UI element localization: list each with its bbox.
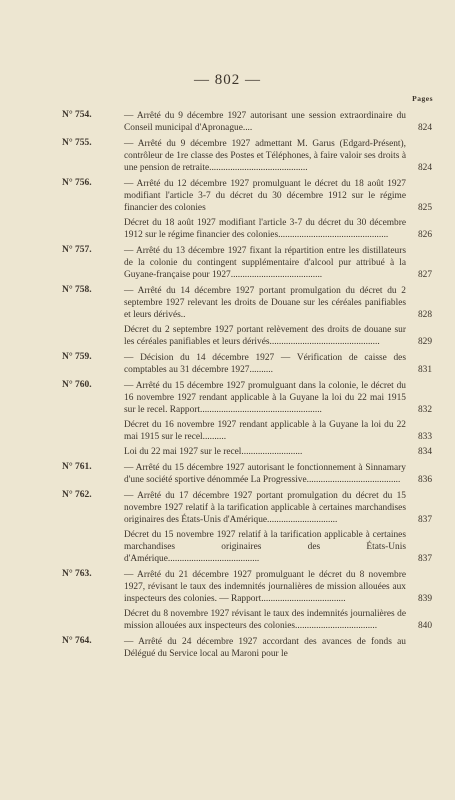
entry-body [124, 462, 432, 486]
entry-item [124, 217, 432, 241]
list-item [62, 352, 432, 376]
entry-text: Décret du 15 novembre 1927 relatif à la tarification applicable à certaines marchandises originaires des États-Unis d'Amérique....................................... [124, 530, 406, 564]
list-item [62, 462, 432, 486]
entry-item [124, 324, 432, 348]
entry-page-ref: 837 [417, 515, 432, 525]
entry-body [124, 380, 432, 458]
entry-number: N° 759. [62, 352, 92, 362]
entry-text: — Arrêté du 24 décembre 1927 accordant des avances de fonds au Délégué du Service local au Maroni pour le [124, 637, 406, 659]
entry-body [124, 490, 432, 565]
entry-number: N° 760. [62, 380, 92, 390]
entry-number: N° 761. [62, 462, 92, 472]
entry-text: Loi du 22 mai 1927 sur le recel.......................... [124, 447, 303, 457]
entry-page-ref: 825 [417, 203, 432, 213]
entry-item [124, 608, 432, 632]
entry-text: — Arrêté du 17 décembre 1927 portant promulgation du décret du 15 novembre 1927 relatif à la tarification applicable à certaines marchandises originaires des États-Unis d'Amérique.............................. [124, 491, 406, 525]
entry-page-ref: 824 [417, 123, 432, 133]
entry-text: — Arrêté du 12 décembre 1927 promulguant le décret du 18 août 1927 modifiant l'article 3-7 du décret du 30 décembre 1912 sur le régime financier des colonies [124, 179, 406, 213]
entry-item [124, 490, 432, 526]
entry-body [124, 352, 432, 376]
entry-item [124, 569, 432, 605]
entry-text: — Arrêté du 9 décembre 1927 admettant M. Garus (Edgard-Présent), contrôleur de 1re classe des Postes et Téléphones, à faire valoir ses droits à une pension de retraite.......................................... [124, 139, 406, 173]
entry-item [124, 245, 432, 281]
entry-text: Décret du 18 août 1927 modifiant l'article 3-7 du décret du 30 décembre 1912 sur le régime financier des colonies............................................... [124, 218, 406, 240]
entries-list [62, 110, 432, 664]
entry-item [124, 110, 432, 134]
entry-text: — Arrêté du 15 décembre 1927 autorisant le fonctionnement à Sinnamary d'une société sportive dénommée La Progressive........................................ [124, 463, 406, 485]
pages-column-heading: Pages [412, 94, 433, 103]
entry-body [124, 110, 432, 134]
entry-item [124, 462, 432, 486]
entry-item [124, 352, 432, 376]
entry-number: N° 758. [62, 285, 92, 295]
list-item [62, 245, 432, 281]
entry-item [124, 138, 432, 174]
entry-page-ref: 837 [417, 554, 432, 564]
entry-text: Décret du 16 novembre 1927 rendant applicable à la Guyane la loi du 22 mai 1915 sur le recel.......... [124, 420, 406, 442]
entry-page-ref: 832 [417, 405, 432, 415]
entry-item [124, 285, 432, 321]
entry-number: N° 756. [62, 178, 92, 188]
entry-body [124, 569, 432, 632]
entry-item [124, 446, 432, 458]
entry-body [124, 138, 432, 174]
entry-item [124, 636, 432, 660]
entry-text: — Décision du 14 décembre 1927 — Vérification de caisse des comptables au 31 décembre 1927.......... [124, 353, 406, 375]
entry-text: Décret du 8 novembre 1927 révisant le taux des indemnités journalières de mission allouées aux inspecteurs des colonies................................... [124, 609, 406, 631]
entry-page-ref: 834 [417, 447, 432, 457]
entry-text: — Arrêté du 14 décembre 1927 portant promulgation du décret du 2 septembre 1927 relevant les droits de Douane sur les céréales panifiables et leurs dérivés.. [124, 286, 406, 320]
entry-number: N° 764. [62, 636, 92, 646]
entry-text: — Arrêté du 13 décembre 1927 fixant la répartition entre les distillateurs de la colonie du contingent supplémentaire d'alcool pur attribué à la Guyane-française pour 1927....................................... [124, 246, 406, 280]
list-item [62, 285, 432, 348]
entry-body [124, 245, 432, 281]
entry-number: N° 755. [62, 138, 92, 148]
list-item [62, 569, 432, 632]
entry-page-ref: 839 [417, 594, 432, 604]
entry-text: — Arrêté du 15 décembre 1927 promulguant dans la colonie, le décret du 16 novembre 1927 rendant applicable à la Guyane la loi du 22 mai 1915 sur le recel. Rapport.................................................... [124, 381, 406, 415]
list-item [62, 178, 432, 241]
entry-item [124, 419, 432, 443]
entry-page-ref: 836 [417, 475, 432, 485]
entry-text: Décret du 2 septembre 1927 portant relèvement des droits de douane sur les céréales panifiables et leurs dérivés............................................... [124, 325, 406, 347]
entry-page-ref: 828 [417, 310, 432, 320]
list-item [62, 138, 432, 174]
entry-page-ref: 829 [417, 337, 432, 347]
entry-page-ref: 827 [417, 270, 432, 280]
list-item [62, 110, 432, 134]
entry-number: N° 762. [62, 490, 92, 500]
entry-page-ref: 833 [417, 432, 432, 442]
entry-body [124, 178, 432, 241]
entry-body [124, 285, 432, 348]
entry-number: N° 754. [62, 110, 92, 120]
entry-text: — Arrêté du 21 décembre 1927 promulguant le décret du 8 novembre 1927, révisant le taux des indemnités journalières de mission allouées aux inspecteurs des colonies. — Rapport.................................... [124, 570, 406, 604]
entry-body [124, 636, 432, 660]
entry-item [124, 529, 432, 565]
page-number: — 802 — [194, 72, 261, 88]
entry-number: N° 763. [62, 569, 92, 579]
list-item [62, 380, 432, 458]
entry-page-ref: 840 [417, 621, 432, 631]
entry-number: N° 757. [62, 245, 92, 255]
entry-item [124, 380, 432, 416]
entry-text: — Arrêté du 9 décembre 1927 autorisant une session extraordinaire du Conseil municipal d'Apronague.... [124, 111, 406, 133]
list-item [62, 636, 432, 660]
entry-item [124, 178, 432, 214]
entry-page-ref: 824 [417, 163, 432, 173]
entry-page-ref: 831 [417, 365, 432, 375]
list-item [62, 490, 432, 565]
entry-page-ref: 826 [417, 230, 432, 240]
